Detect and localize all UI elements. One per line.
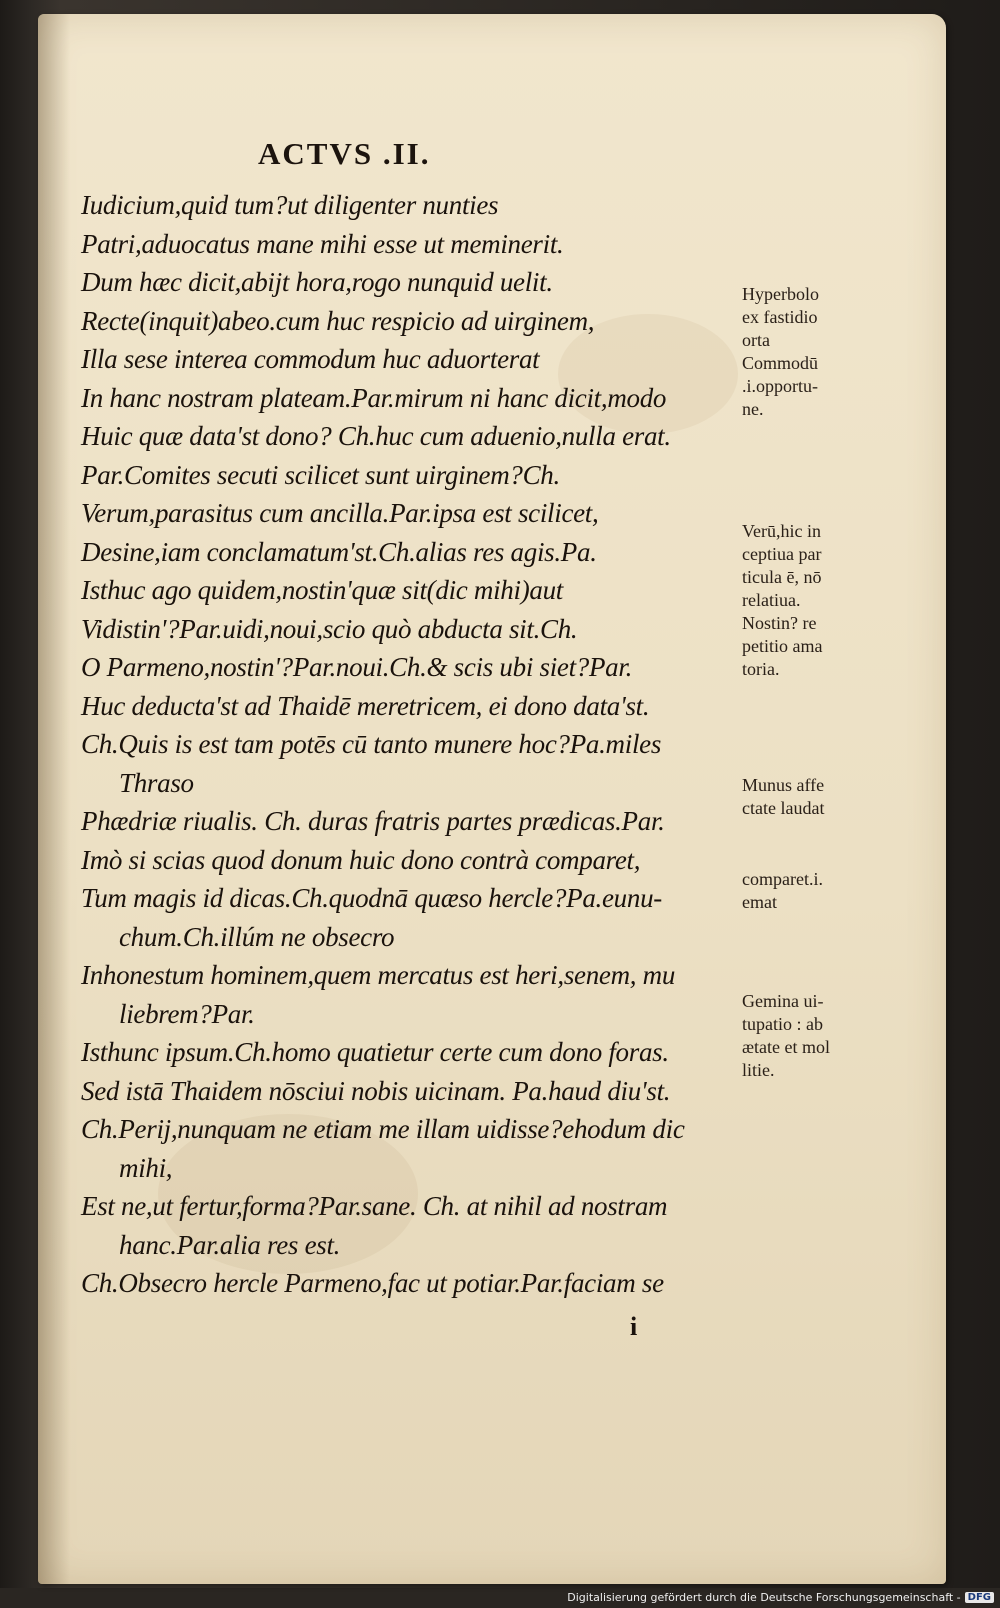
text-line: In hanc nostram plateam.Par.mirum ni hanc dicit,modo: [81, 382, 667, 413]
text-line: Vidistin'?Par.uidi,noui,scio quò abducta sit.Ch.: [81, 613, 578, 644]
text-line: Verum,parasitus cum ancilla.Par.ipsa est scilicet,: [81, 498, 599, 528]
text-line: Est ne,ut fertur,forma?Par.sane. Ch. at nihil ad nostram: [81, 1191, 668, 1221]
margin-note: Verū,hic in ceptiua par ticula ē, nō relatiua. Nostin? re petitio ama toria.: [742, 521, 823, 679]
verse-text: [81, 186, 731, 1303]
text-line: liebrem?Par.: [119, 998, 255, 1029]
dfg-logo: DFG: [965, 1592, 994, 1603]
text-line: Thraso: [119, 767, 194, 798]
act-heading: ACTVS .II.: [258, 136, 431, 171]
text-line: mihi,: [119, 1152, 173, 1183]
text-line: Phædriæ riualis. Ch. duras fratris partes prædicas.Par.: [81, 806, 665, 836]
footer-credit-text: Digitalisierung gefördert durch die Deutsche Forschungsgemeinschaft -: [567, 1590, 961, 1604]
text-line: Ch.Obsecro hercle Parmeno,fac ut potiar.Par.faciam se: [81, 1268, 664, 1298]
text-line: Desine,iam conclamatum'st.Ch.alias res agis.Pa.: [81, 536, 597, 567]
text-line: Inhonestum hominem,quem mercatus est heri,senem, mu: [81, 960, 676, 990]
text-line: chum.Ch.illúm ne obsecro: [119, 921, 395, 952]
text-line: Imò si scias quod donum huic dono contrà comparet,: [81, 844, 641, 875]
text-line: Huic quæ data'st dono? Ch.huc cum aduenio,nulla erat.: [81, 421, 671, 451]
margin-note: Munus affe ctate laudat: [742, 775, 825, 818]
text-line: Sed istā Thaidem nōsciui nobis uicinam. Pa.haud diu'st.: [81, 1075, 671, 1106]
margin-note: comparet.i. emat: [742, 869, 823, 912]
text-line: Ch.Quis is est tam potēs cū tanto munere hoc?Pa.miles: [81, 729, 662, 759]
margin-note: Hyperbolo ex fastidio orta Commodū .i.opportu- ne.: [742, 284, 819, 419]
text-line: Isthunc ipsum.Ch.homo quatietur certe cum dono foras.: [81, 1037, 669, 1067]
text-line: Ch.Perij,nunquam ne etiam me illam uidisse?ehodum dic: [81, 1114, 685, 1144]
margin-note: Gemina ui- tupatio : ab ætate et mol litie.: [742, 991, 830, 1080]
text-line: Illa sese interea commodum huc aduorterat: [81, 344, 540, 374]
text-line: Dum hæc dicit,abijt hora,rogo nunquid uelit.: [81, 267, 553, 297]
text-line: Huc deducta'st ad Thaidē meretricem, ei dono data'st.: [81, 690, 650, 721]
catchword: i: [630, 1312, 638, 1341]
text-line: Par.Comites secuti scilicet sunt uirginem?Ch.: [81, 459, 560, 490]
footer-credit: [567, 1588, 994, 1606]
text-line: Patri,aduocatus mane mihi esse ut meminerit.: [81, 228, 564, 259]
text-line: O Parmeno,nostin'?Par.noui.Ch.& scis ubi siet?Par.: [81, 652, 633, 682]
text-line: Recte(inquit)abeo.cum huc respicio ad uirginem,: [81, 305, 595, 336]
text-line: Iudicium,quid tum?ut diligenter nunties: [81, 190, 499, 220]
text-line: Isthuc ago quidem,nostin'quæ sit(dic mihi)aut: [81, 575, 563, 605]
text-line: hanc.Par.alia res est.: [119, 1229, 341, 1260]
text-line: Tum magis id dicas.Ch.quodnā quæso hercle?Pa.eunu-: [81, 883, 662, 913]
